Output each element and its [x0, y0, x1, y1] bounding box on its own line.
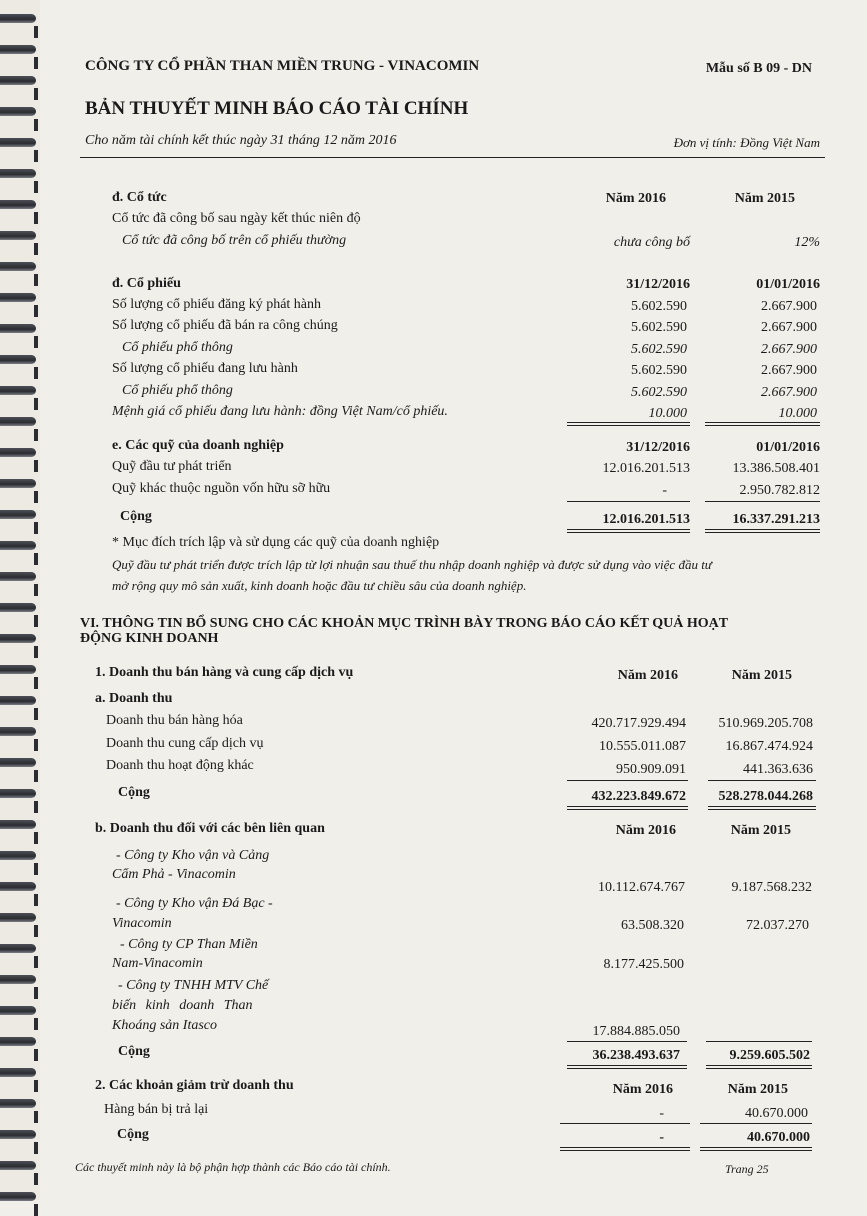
deductions-row-value: 40.670.000 [745, 1106, 808, 1121]
dividend-line: Cổ tức đã công bố trên cổ phiếu thường [122, 233, 347, 248]
binding-coil [0, 1037, 36, 1046]
funds-total-rule [567, 529, 690, 533]
binding-coil [0, 851, 36, 860]
binding-hole [34, 460, 38, 472]
revenue-col-2016: Năm 2016 [617, 668, 678, 683]
binding-hole [34, 584, 38, 596]
dividend-value-2016: chưa công bố [613, 235, 690, 250]
fund-row-value: 13.386.508.401 [732, 461, 820, 476]
binding-coil [0, 14, 36, 23]
binding-hole [34, 832, 38, 844]
revenue-row-value: 10.555.011.087 [599, 739, 686, 754]
revenue-row-label: Doanh thu bán hàng hóa [106, 713, 243, 728]
deductions-row-value: - [659, 1106, 664, 1121]
share-row-label: Cổ phiếu phổ thông [122, 340, 233, 355]
fund-row-label: Quỹ khác thuộc nguồn vốn hữu sỡ hữu [112, 481, 331, 496]
share-row-label: Cổ phiếu phổ thông [122, 383, 233, 398]
dividend-col-2015: Năm 2015 [734, 191, 795, 206]
revenue-heading: 1. Doanh thu bán hàng và cung cấp dịch vụ [95, 665, 354, 680]
binding-hole [34, 956, 38, 968]
binding-coil [0, 386, 36, 395]
revenue-total-value: 528.278.044.268 [718, 789, 813, 804]
funds-total-value: 12.016.201.513 [602, 512, 690, 527]
binding-coil [0, 975, 36, 984]
binding-coil [0, 758, 36, 767]
binding-coil [0, 541, 36, 550]
share-row-value: 5.602.590 [631, 385, 687, 400]
share-row-value: 2.667.900 [761, 320, 817, 335]
shares-col-prior: 01/01/2016 [756, 277, 820, 292]
related-col-2015: Năm 2015 [730, 823, 791, 838]
binding-coil [0, 107, 36, 116]
related-party-value: 8.177.425.500 [603, 957, 684, 972]
share-row-label: Số lượng cổ phiếu đăng ký phát hành [112, 297, 322, 312]
deductions-total-rule [700, 1147, 812, 1151]
related-party-value: 72.037.270 [746, 918, 809, 933]
related-party-name: - Công ty TNHH MTV Chế [118, 978, 269, 993]
form-code: Mẫu số B 09 - DN [705, 61, 812, 76]
binding-coil [0, 1161, 36, 1170]
binding-hole [34, 398, 38, 410]
funds-rule [567, 501, 690, 502]
binding-coil [0, 293, 36, 302]
binding-coil [0, 231, 36, 240]
binding-coil [0, 882, 36, 891]
binding-hole [34, 1111, 38, 1123]
funds-total-rule [705, 529, 820, 533]
binding-hole [34, 863, 38, 875]
company-name: CÔNG TY CỔ PHẦN THAN MIỀN TRUNG - VINACOMIN [85, 58, 480, 74]
binding-hole [34, 894, 38, 906]
binding-coil [0, 913, 36, 922]
binding-hole [34, 1204, 38, 1216]
page-number: Trang 25 [725, 1162, 769, 1176]
revenue-total-rule [567, 806, 688, 810]
related-party-name: Cẩm Phả - Vinacomin [112, 867, 236, 882]
revenue-col-2015: Năm 2015 [731, 668, 792, 683]
related-party-value: 17.884.885.050 [592, 1024, 680, 1039]
deductions-total-rule [560, 1147, 690, 1151]
binding-hole [34, 305, 38, 317]
binding-hole [34, 119, 38, 131]
revenue-total-rule [708, 806, 816, 810]
revenue-row-label: Doanh thu cung cấp dịch vụ [106, 736, 264, 751]
binding-coil [0, 1068, 36, 1077]
fund-row-label: Quỹ đầu tư phát triển [112, 459, 232, 474]
currency-unit: Đơn vị tính: Đồng Việt Nam [673, 135, 820, 150]
binding-coil [0, 479, 36, 488]
binding-hole [34, 677, 38, 689]
binding-hole [34, 1080, 38, 1092]
revenue-rule [567, 780, 688, 781]
binding-coil [0, 169, 36, 178]
related-total-value: 36.238.493.637 [592, 1048, 680, 1063]
fund-row-value: 2.950.782.812 [739, 483, 820, 498]
binding-hole [34, 1018, 38, 1030]
deductions-total-label: Cộng [117, 1127, 149, 1142]
binding-hole [34, 801, 38, 813]
shares-col-current: 31/12/2016 [626, 277, 690, 292]
binding-hole [34, 615, 38, 627]
revenue-sub-heading: a. Doanh thu [95, 691, 173, 706]
report-title: BẢN THUYẾT MINH BÁO CÁO TÀI CHÍNH [85, 98, 469, 119]
deductions-rule [700, 1123, 812, 1124]
binding-coil [0, 448, 36, 457]
binding-coil [0, 138, 36, 147]
binding-hole [34, 770, 38, 782]
binding-hole [34, 739, 38, 751]
binding-coil [0, 262, 36, 271]
binding-coil [0, 417, 36, 426]
related-party-name: - Công ty CP Than Miền [120, 937, 258, 952]
revenue-total-value: 432.223.849.672 [591, 789, 686, 804]
dividend-line: Cổ tức đã công bố sau ngày kết thúc niên độ [112, 211, 361, 226]
related-party-value: 9.187.568.232 [731, 880, 812, 895]
revenue-row-label: Doanh thu hoạt động khác [106, 758, 254, 773]
deductions-row-label: Hàng bán bị trả lại [104, 1102, 209, 1117]
fund-row-value: 12.016.201.513 [602, 461, 690, 476]
binding-hole [34, 181, 38, 193]
related-party-name: biến kinh doanh Than [112, 998, 253, 1013]
related-col-2016: Năm 2016 [615, 823, 676, 838]
shares-heading: đ. Cổ phiếu [112, 276, 181, 291]
binding-coil [0, 76, 36, 85]
binding-coil [0, 572, 36, 581]
section-heading: ĐỘNG KINH DOANH [80, 631, 219, 646]
binding-hole [34, 57, 38, 69]
dividend-heading: đ. Cổ tức [112, 190, 167, 205]
deductions-col-2016: Năm 2016 [612, 1082, 673, 1097]
binding-hole [34, 925, 38, 937]
share-row-value: 2.667.900 [761, 385, 817, 400]
related-party-name: Khoáng sản Itasco [112, 1018, 217, 1033]
share-row-value: 10.000 [778, 406, 817, 421]
share-row-value: 5.602.590 [631, 342, 687, 357]
revenue-row-value: 441.363.636 [743, 762, 813, 777]
related-rule [706, 1041, 812, 1042]
funds-col-current: 31/12/2016 [626, 440, 690, 455]
revenue-row-value: 16.867.474.924 [725, 739, 813, 754]
revenue-rule [708, 780, 816, 781]
revenue-row-value: 420.717.929.494 [591, 716, 686, 731]
binding-coil [0, 665, 36, 674]
related-party-name: Vinacomin [112, 916, 172, 931]
binding-hole [34, 26, 38, 38]
deductions-total-value: 40.670.000 [747, 1130, 810, 1145]
binding-coil [0, 200, 36, 209]
binding-coil [0, 1130, 36, 1139]
related-total-value: 9.259.605.502 [729, 1048, 810, 1063]
binding-coil [0, 1099, 36, 1108]
binding-hole [34, 429, 38, 441]
share-row-label: Mệnh giá cổ phiếu đang lưu hành: đồng Việt Nam/cổ phiếu. [112, 404, 448, 419]
funds-total-label: Cộng [120, 509, 152, 524]
funds-rule [705, 501, 820, 502]
share-row-value: 5.602.590 [631, 363, 687, 378]
revenue-total-label: Cộng [118, 785, 150, 800]
related-party-name: Nam-Vinacomin [112, 956, 203, 971]
share-row-value: 5.602.590 [631, 299, 687, 314]
binding-coil [0, 634, 36, 643]
binding-coil [0, 45, 36, 54]
share-row-value: 2.667.900 [761, 342, 817, 357]
deductions-rule [560, 1123, 690, 1124]
binding-hole [34, 336, 38, 348]
share-row-value: 5.602.590 [631, 320, 687, 335]
binding-coil [0, 1006, 36, 1015]
report-period: Cho năm tài chính kết thúc ngày 31 tháng 12 năm 2016 [85, 133, 397, 148]
binding-hole [34, 88, 38, 100]
spiral-binding [0, 0, 40, 1200]
header-rule [80, 157, 825, 158]
deductions-total-value: - [659, 1130, 664, 1145]
binding-coil [0, 727, 36, 736]
funds-col-prior: 01/01/2016 [756, 440, 820, 455]
deductions-heading: 2. Các khoản giảm trừ doanh thu [95, 1078, 294, 1093]
related-total-rule [706, 1065, 812, 1069]
binding-coil [0, 696, 36, 705]
funds-note-heading: * Mục đích trích lập và sử dụng các quỹ của doanh nghiệp [112, 535, 440, 550]
related-party-name: - Công ty Kho vận và Cảng [116, 848, 270, 863]
revenue-row-value: 950.909.091 [616, 762, 686, 777]
binding-coil [0, 324, 36, 333]
binding-hole [34, 1142, 38, 1154]
related-party-name: - Công ty Kho vận Đá Bạc - [116, 896, 273, 911]
binding-hole [34, 553, 38, 565]
binding-coil [0, 355, 36, 364]
binding-hole [34, 708, 38, 720]
share-row-value: 10.000 [648, 406, 687, 421]
binding-hole [34, 987, 38, 999]
share-row-value: 2.667.900 [761, 363, 817, 378]
funds-note-text: Quỹ đầu tư phát triển được trích lập từ lợi nhuận sau thuế thu nhập doanh nghiệp và được sử dụng vào việc đầu tư [112, 557, 712, 572]
binding-hole [34, 243, 38, 255]
share-row-label: Số lượng cổ phiếu đã bán ra công chúng [112, 318, 338, 333]
fund-row-value: - [662, 483, 667, 498]
binding-coil [0, 603, 36, 612]
binding-hole [34, 274, 38, 286]
funds-note-text: mở rộng quy mô sản xuất, kinh doanh hoặc đầu tư chiều sâu của doanh nghiệp. [112, 578, 527, 593]
binding-hole [34, 1049, 38, 1061]
related-total-label: Cộng [118, 1044, 150, 1059]
related-party-value: 63.508.320 [621, 918, 684, 933]
binding-hole [34, 367, 38, 379]
related-heading: b. Doanh thu đối với các bên liên quan [95, 821, 325, 836]
funds-total-value: 16.337.291.213 [732, 512, 820, 527]
dividend-col-2016: Năm 2016 [605, 191, 666, 206]
deductions-col-2015: Năm 2015 [727, 1082, 788, 1097]
binding-hole [34, 150, 38, 162]
binding-hole [34, 1173, 38, 1185]
funds-heading: e. Các quỹ của doanh nghiệp [112, 438, 284, 453]
binding-hole [34, 212, 38, 224]
share-row-label: Số lượng cổ phiếu đang lưu hành [112, 361, 298, 376]
revenue-row-value: 510.969.205.708 [718, 716, 813, 731]
related-total-rule [567, 1065, 687, 1069]
related-party-value: 10.112.674.767 [598, 880, 685, 895]
dividend-value-2015: 12% [794, 235, 820, 250]
binding-coil [0, 820, 36, 829]
shares-rule [705, 422, 820, 426]
binding-hole [34, 491, 38, 503]
binding-coil [0, 944, 36, 953]
binding-hole [34, 646, 38, 658]
binding-hole [34, 522, 38, 534]
share-row-value: 2.667.900 [761, 299, 817, 314]
binding-coil [0, 789, 36, 798]
footer-note: Các thuyết minh này là bộ phận hợp thành các Báo cáo tài chính. [75, 1160, 391, 1174]
section-heading: VI. THÔNG TIN BỔ SUNG CHO CÁC KHOẢN MỤC TRÌNH BÀY TRONG BÁO CÁO KẾT QUẢ HOẠT [80, 616, 729, 631]
binding-coil [0, 510, 36, 519]
shares-rule [567, 422, 690, 426]
related-rule [567, 1041, 687, 1042]
